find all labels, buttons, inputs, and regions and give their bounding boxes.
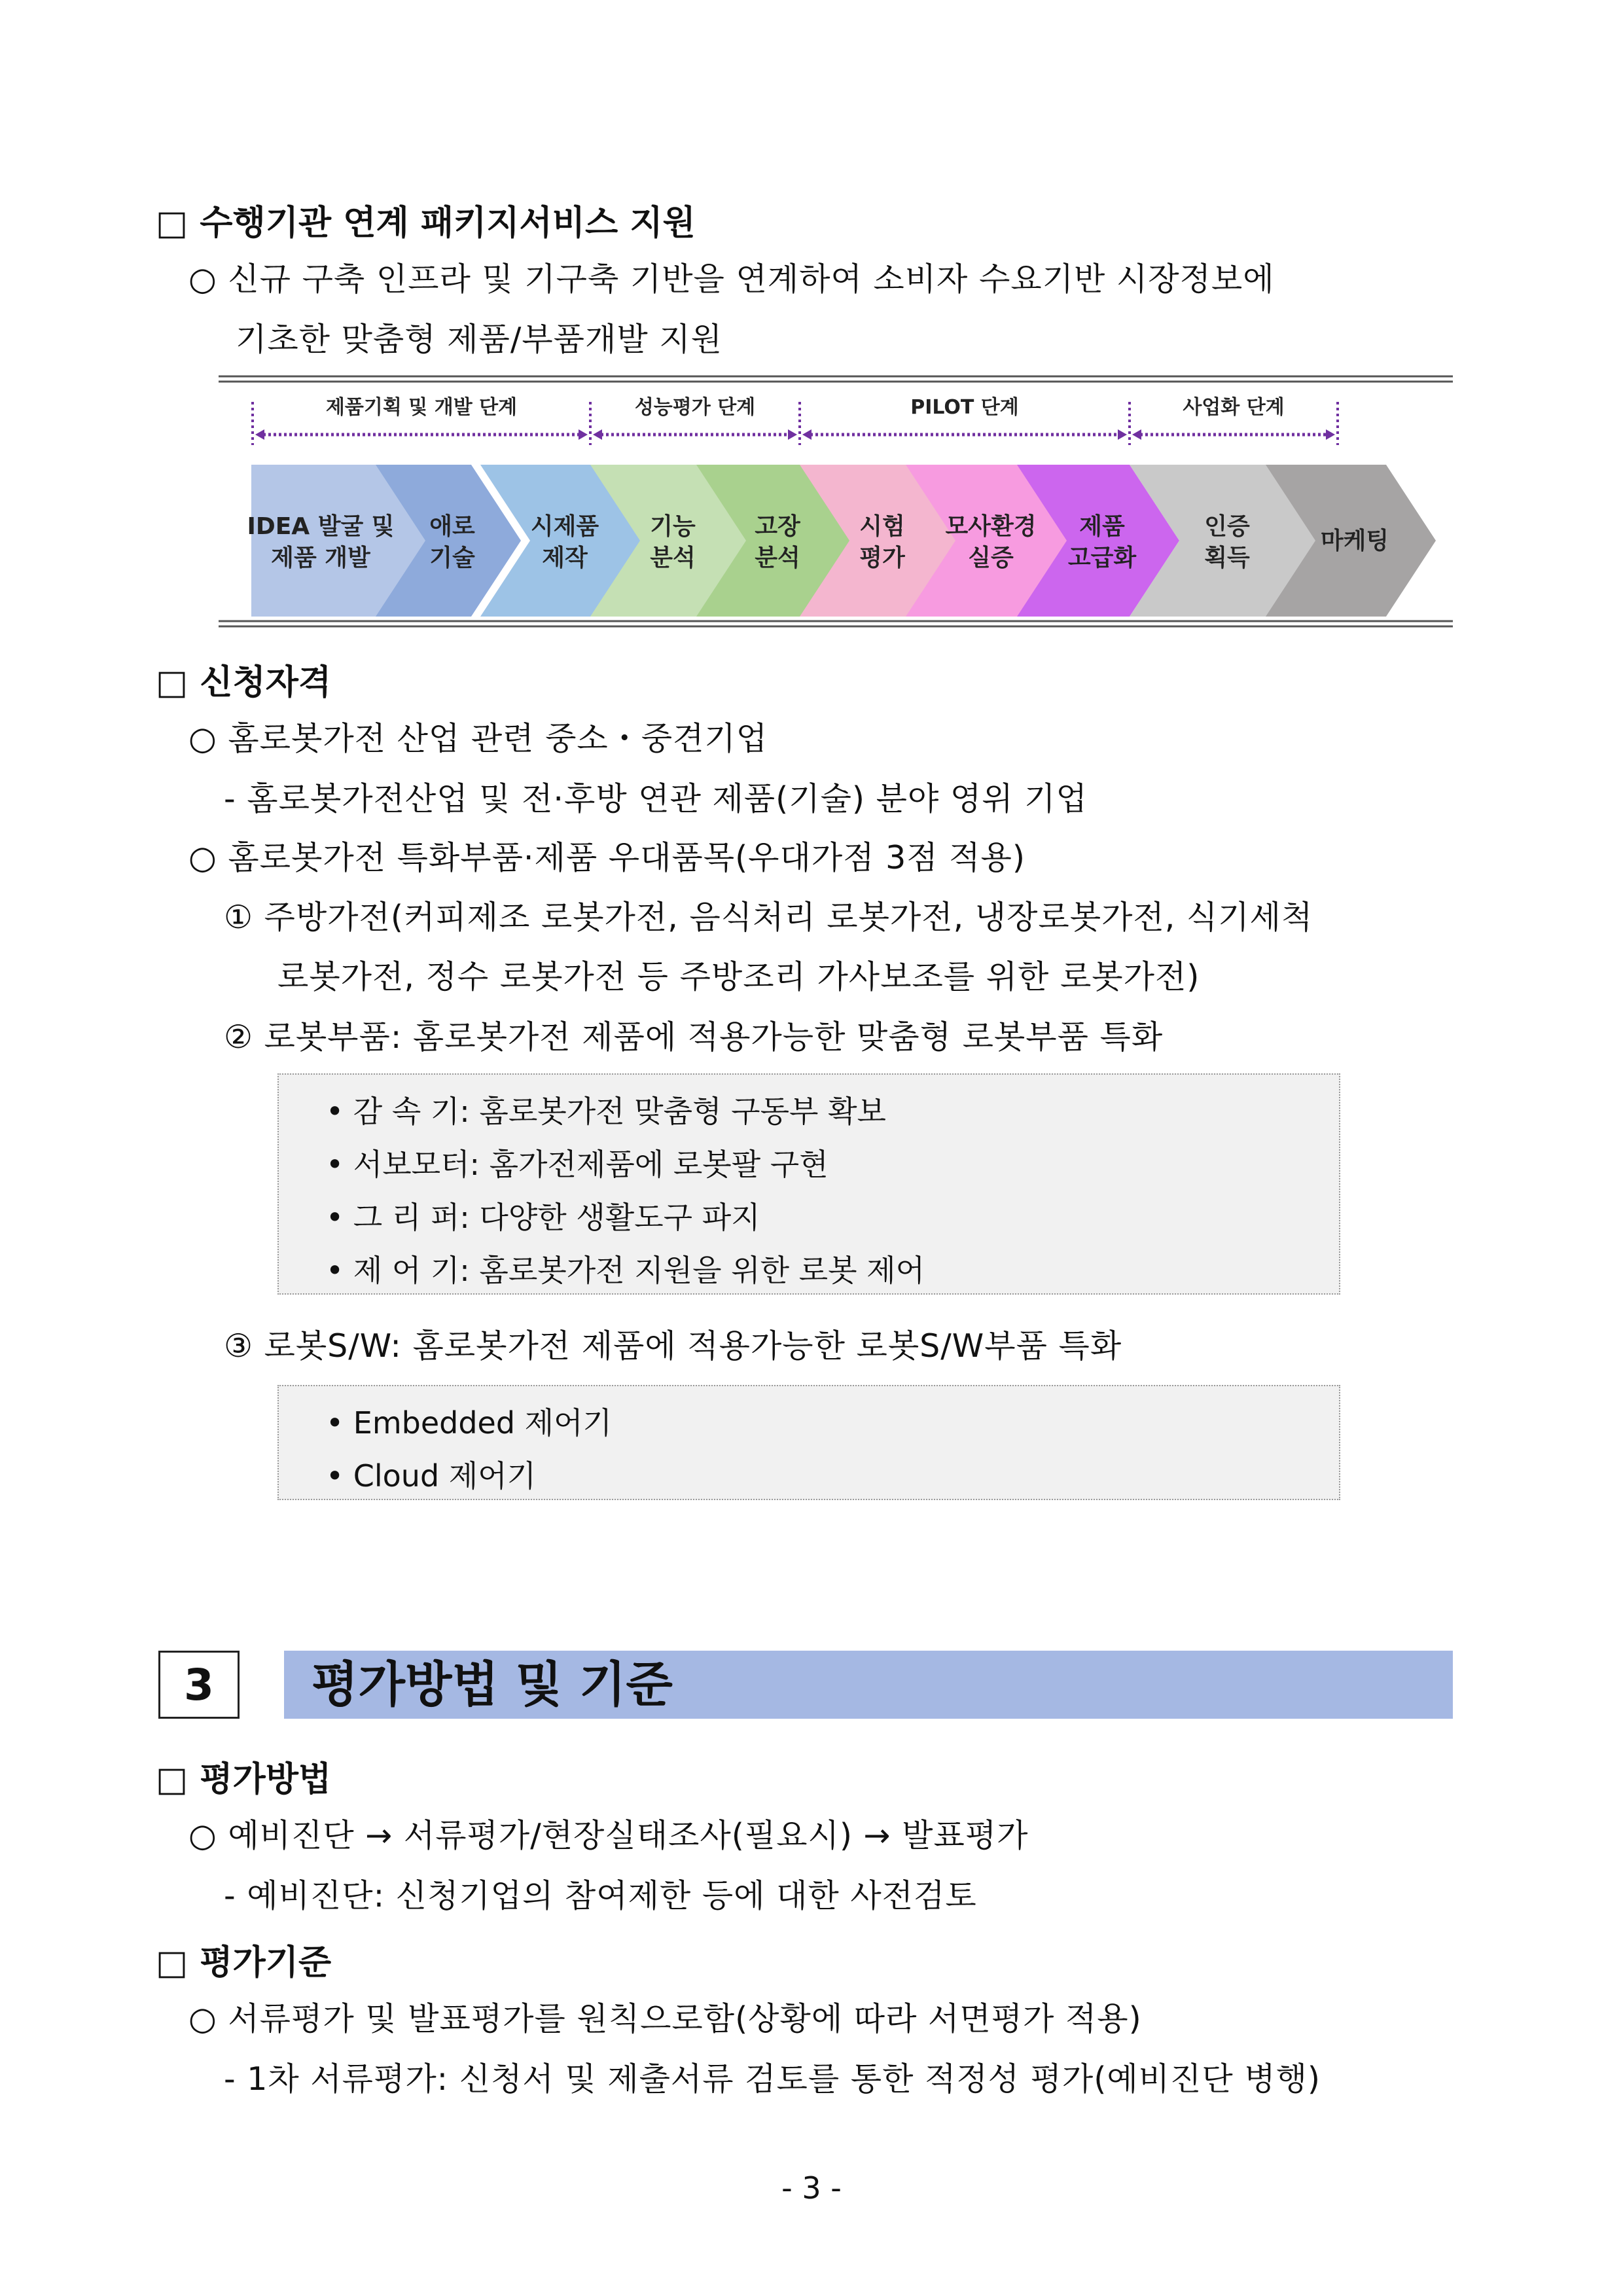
phase-arrow-head-left: [1132, 429, 1141, 440]
process-step-label: 기능: [650, 513, 696, 540]
box-list-item: • Cloud 제어기: [326, 1458, 537, 1494]
box-list-item: • 제 어 기: 홈로봇가전 지원을 위한 로봇 제어: [326, 1253, 925, 1288]
section-title-bar: [284, 1651, 1453, 1719]
phase-arrow-head-left: [255, 429, 264, 440]
process-step-label: 분석: [650, 545, 696, 571]
box-list-item: • 서보모터: 홈가전제품에 로봇팔 구현: [326, 1147, 829, 1182]
phase-arrow-head-left: [802, 429, 812, 440]
process-step-label: 기술: [429, 545, 475, 571]
process-step-label: 애로: [429, 513, 475, 540]
box-list-item: • 그 리 퍼: 다양한 생활도구 파지: [326, 1200, 760, 1235]
paragraph-line: - 1차 서류평가: 신청서 및 제출서류 검토를 통한 적정성 평가(예비진단 병행): [224, 2060, 1321, 2098]
page-number: - 3 -: [781, 2170, 842, 2206]
section-heading-package-service: □ 수행기관 연계 패키지서비스 지원: [156, 204, 696, 243]
process-step-label: 모사환경: [945, 513, 1037, 540]
paragraph-line: - 홈로봇가전산업 및 전·후방 연관 제품(기술) 분야 영위 기업: [224, 780, 1088, 817]
process-step-label: 제품 개발: [271, 545, 370, 571]
phase-label: 제품기획 및 개발 단계: [325, 396, 518, 419]
paragraph-line: ○ 홈로봇가전 특화부품·제품 우대품목(우대가점 3점 적용): [188, 839, 1026, 876]
box-list-item: • Embedded 제어기: [326, 1405, 612, 1441]
section-number: 3: [158, 1651, 240, 1719]
phase-label: PILOT 단계: [910, 396, 1019, 419]
process-step-label: 획득: [1204, 545, 1250, 571]
paragraph-line: - 예비진단: 신청기업의 참여제한 등에 대한 사전검토: [224, 1877, 977, 1914]
paragraph-line: ○ 서류평가 및 발표평가를 원칙으로함(상황에 따라 서면평가 적용): [188, 2000, 1142, 2037]
process-diagram: [219, 374, 1453, 628]
section-heading-criteria: □ 평가기준: [156, 1943, 332, 1982]
process-step-label: 제작: [542, 545, 588, 571]
process-step-label: 평가: [859, 545, 905, 571]
section-heading-eligibility: □ 신청자격: [156, 663, 332, 702]
phase-arrow-head-right: [1118, 429, 1127, 440]
section-heading-method: □ 평가방법: [156, 1760, 332, 1799]
paragraph-line: ○ 예비진단 → 서류평가/현장실태조사(필요시) → 발표평가: [188, 1817, 1029, 1854]
paragraph-line: ○ 신규 구축 인프라 및 기구축 기반을 연계하여 소비자 수요기반 시장정보에: [188, 260, 1275, 298]
section-title: 평가방법 및 기준: [312, 1657, 673, 1713]
process-step-label: 고장: [755, 513, 800, 540]
box-list-item: • 감 속 기: 홈로봇가전 맞춤형 구동부 확보: [326, 1094, 886, 1129]
paragraph-line: ○ 홈로봇가전 산업 관련 중소・중견기업: [188, 720, 768, 757]
process-step-label: 제품: [1079, 513, 1125, 540]
robot-sw-box: [277, 1385, 1340, 1500]
paragraph-line: ② 로봇부품: 홈로봇가전 제품에 적용가능한 맞춤형 로봇부품 특화: [224, 1018, 1164, 1056]
paragraph-line: ③ 로봇S/W: 홈로봇가전 제품에 적용가능한 로봇S/W부품 특화: [224, 1327, 1122, 1365]
process-step-label: 마케팅: [1320, 528, 1389, 554]
paragraph-line: 로봇가전, 정수 로봇가전 등 주방조리 가사보조를 위한 로봇가전): [277, 958, 1200, 996]
paragraph-line: 기초한 맞춤형 제품/부품개발 지원: [236, 321, 722, 358]
phase-label: 성능평가 단계: [634, 396, 756, 419]
process-step-label: IDEA 발굴 및: [247, 513, 395, 540]
process-step-label: 인증: [1204, 513, 1250, 540]
process-diagram-svg: [219, 374, 1453, 628]
phase-arrow-head-left: [593, 429, 602, 440]
process-step-label: 실증: [968, 545, 1014, 571]
phase-arrow-head-right: [1326, 429, 1335, 440]
phase-label: 사업화 단계: [1183, 396, 1285, 419]
process-step-label: 시제품: [530, 513, 599, 540]
paragraph-line: ① 주방가전(커피제조 로봇가전, 음식처리 로봇가전, 냉장로봇가전, 식기세척: [224, 899, 1313, 936]
process-step-label: 분석: [755, 545, 800, 571]
process-step-label: 시험: [859, 513, 905, 540]
phase-arrow-head-right: [788, 429, 797, 440]
robot-parts-box: [277, 1073, 1340, 1295]
phase-arrow-head-right: [579, 429, 588, 440]
process-step-label: 고급화: [1067, 545, 1137, 571]
